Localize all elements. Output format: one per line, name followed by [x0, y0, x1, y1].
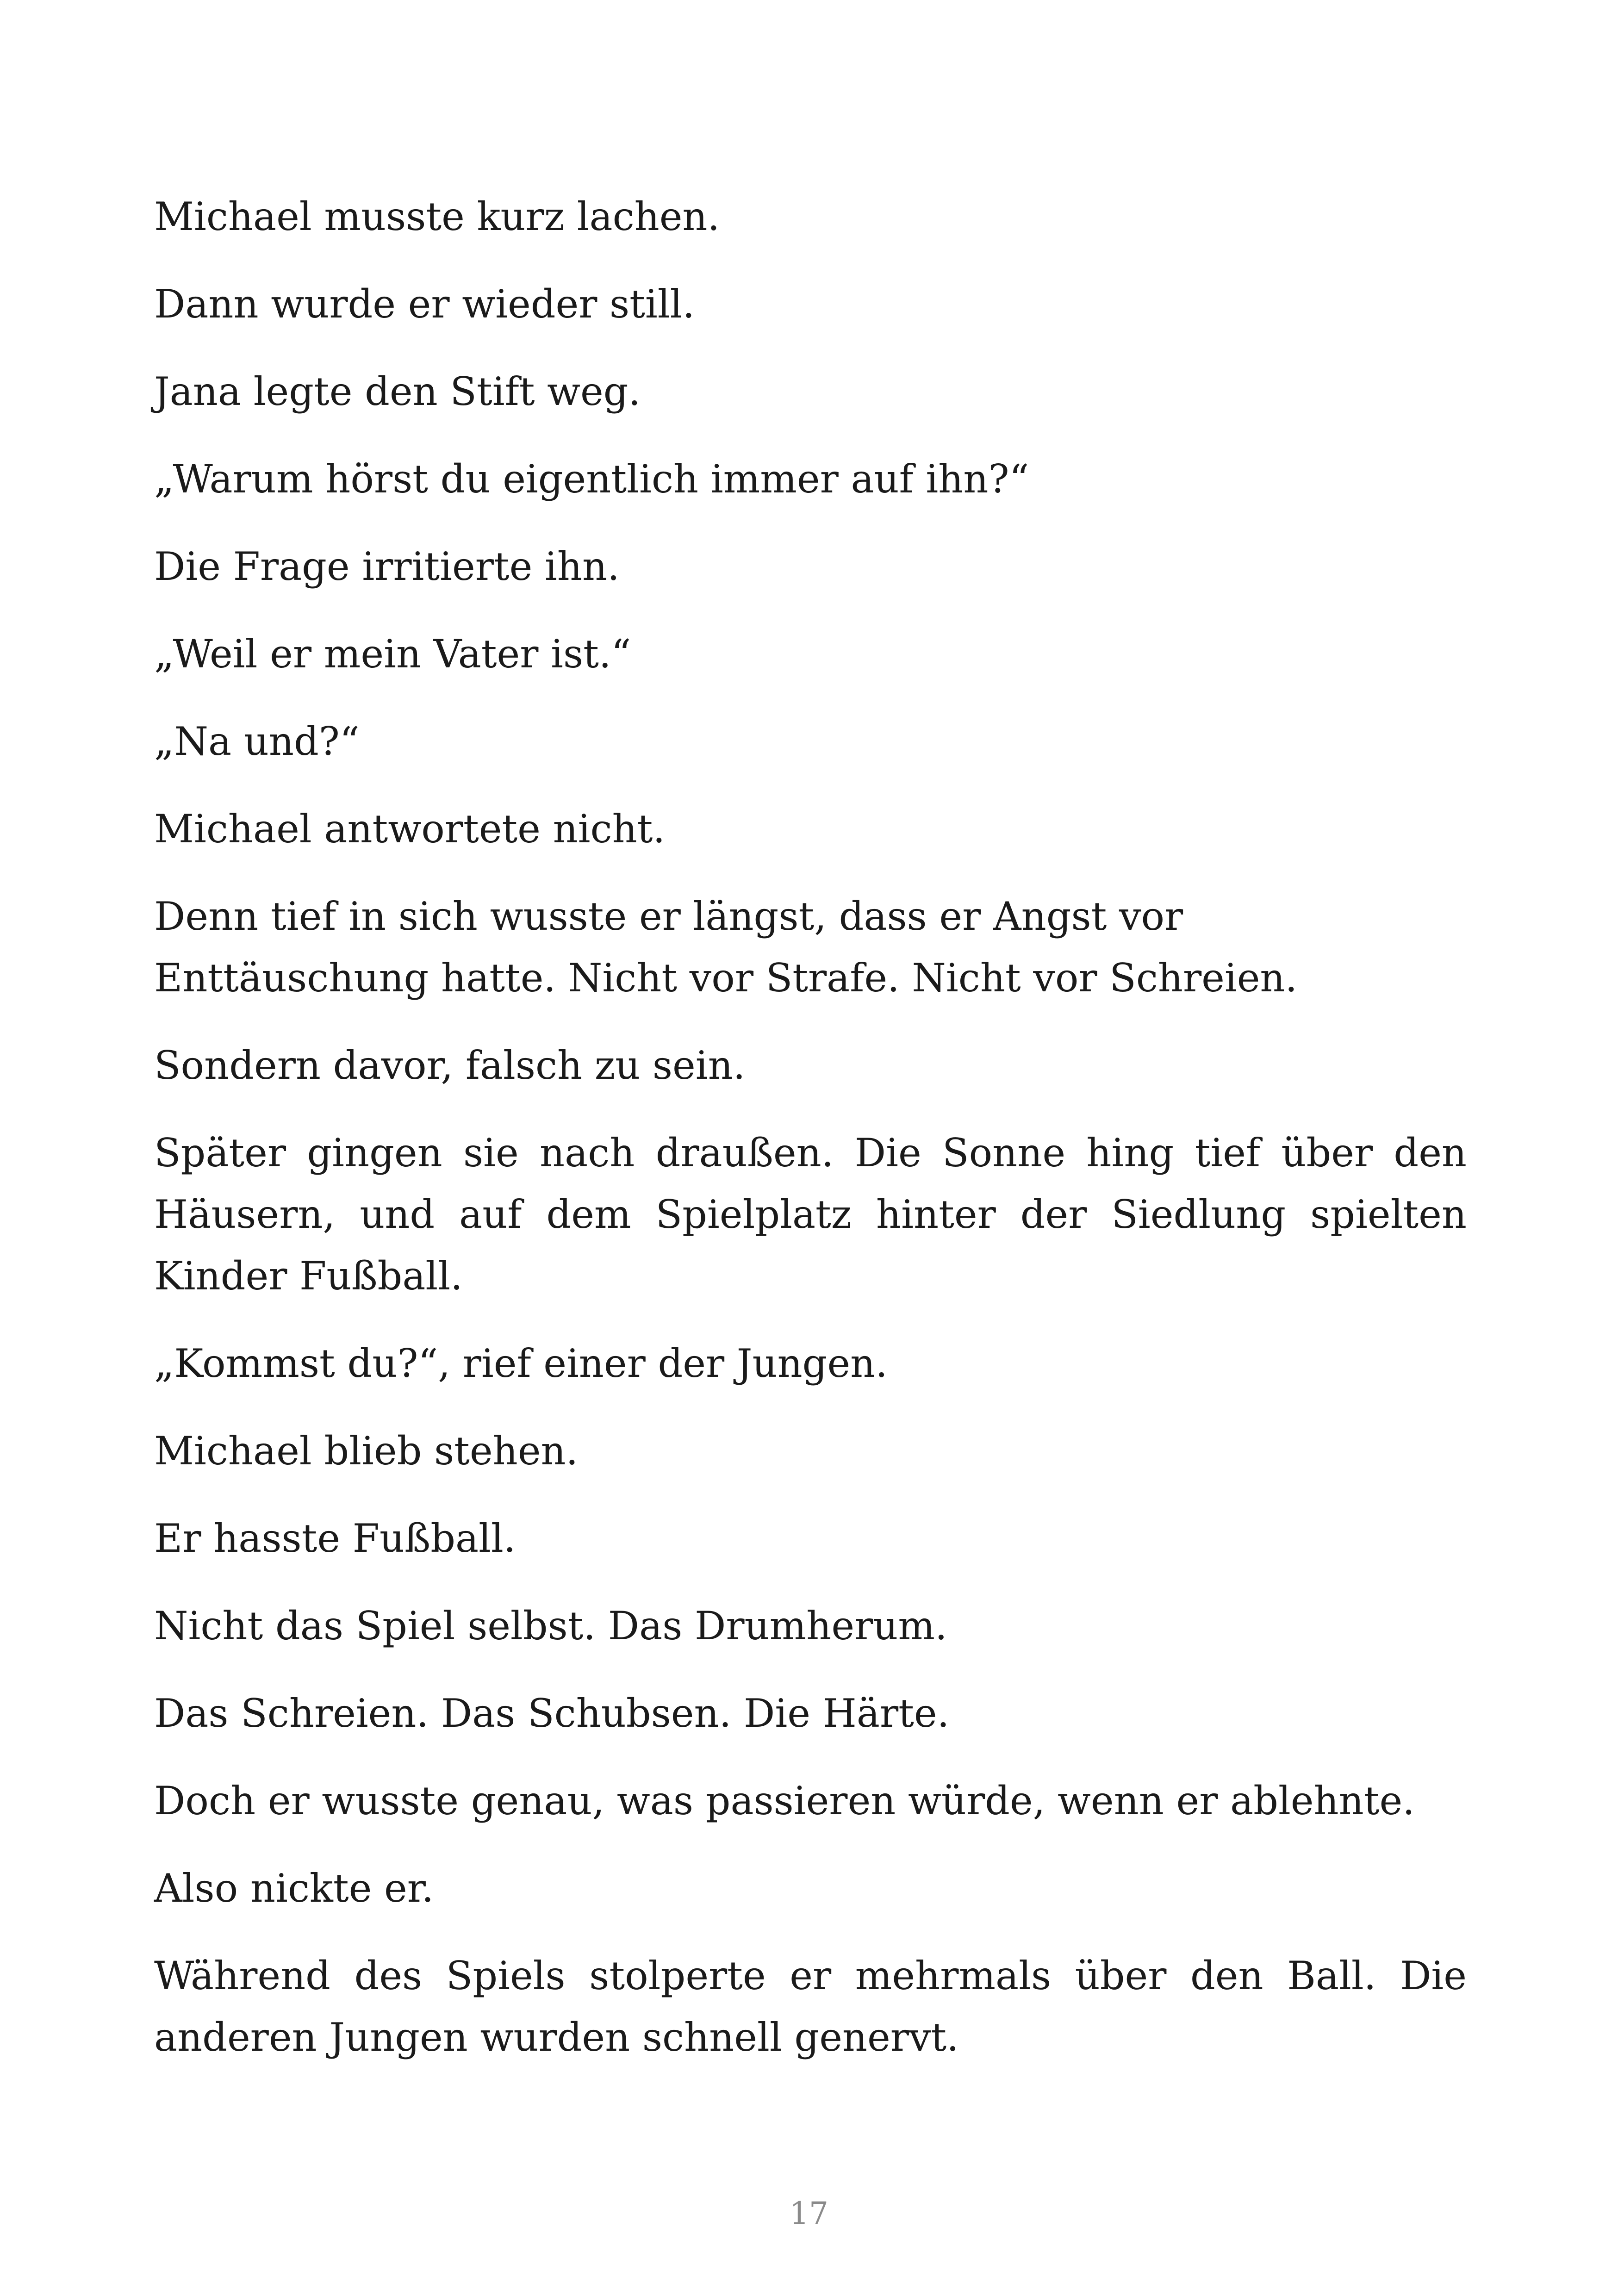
paragraph: Doch er wusste genau, was passieren würde, wenn er ablehnte. [154, 1778, 1415, 1823]
body-text [154, 186, 1467, 2094]
paragraph: Denn tief in sich wusste er längst, dass er Angst vor Enttäuschung hatte. Nicht vor Strafe. Nicht vor Schreien. [154, 894, 1298, 1001]
paragraph: Also nickte er. [154, 1866, 434, 1911]
paragraph: Nicht das Spiel selbst. Das Drumherum. [154, 1603, 947, 1649]
paragraph: Später gingen sie nach draußen. Die Sonne hing tief über den Häusern, und auf dem Spielplatz hinter der Siedlung spielten Kinder Fußball. [154, 1130, 1467, 1299]
paragraph: „Na und?“ [154, 719, 360, 764]
paragraph: „Kommst du?“, rief einer der Jungen. [154, 1341, 888, 1386]
paragraph: Das Schreien. Das Schubsen. Die Härte. [154, 1691, 950, 1736]
paragraph: Dann wurde er wieder still. [154, 281, 695, 327]
paragraph: Sondern davor, falsch zu sein. [154, 1043, 746, 1088]
page-number: 17 [790, 2196, 828, 2231]
paragraph: Michael antwortete nicht. [154, 806, 666, 852]
paragraph: „Warum hörst du eigentlich immer auf ihn?“ [154, 456, 1029, 502]
paragraph: Während des Spiels stolperte er mehrmals über den Ball. Die anderen Jungen wurden schnell genervt. [154, 1953, 1467, 2060]
paragraph: Jana legte den Stift weg. [154, 369, 641, 414]
paragraph: Michael blieb stehen. [154, 1428, 579, 1474]
paragraph: Michael musste kurz lachen. [154, 194, 720, 239]
paragraph: Er hasste Fußball. [154, 1516, 516, 1561]
paragraph: Die Frage irritierte ihn. [154, 544, 620, 589]
paragraph: „Weil er mein Vater ist.“ [154, 631, 631, 677]
